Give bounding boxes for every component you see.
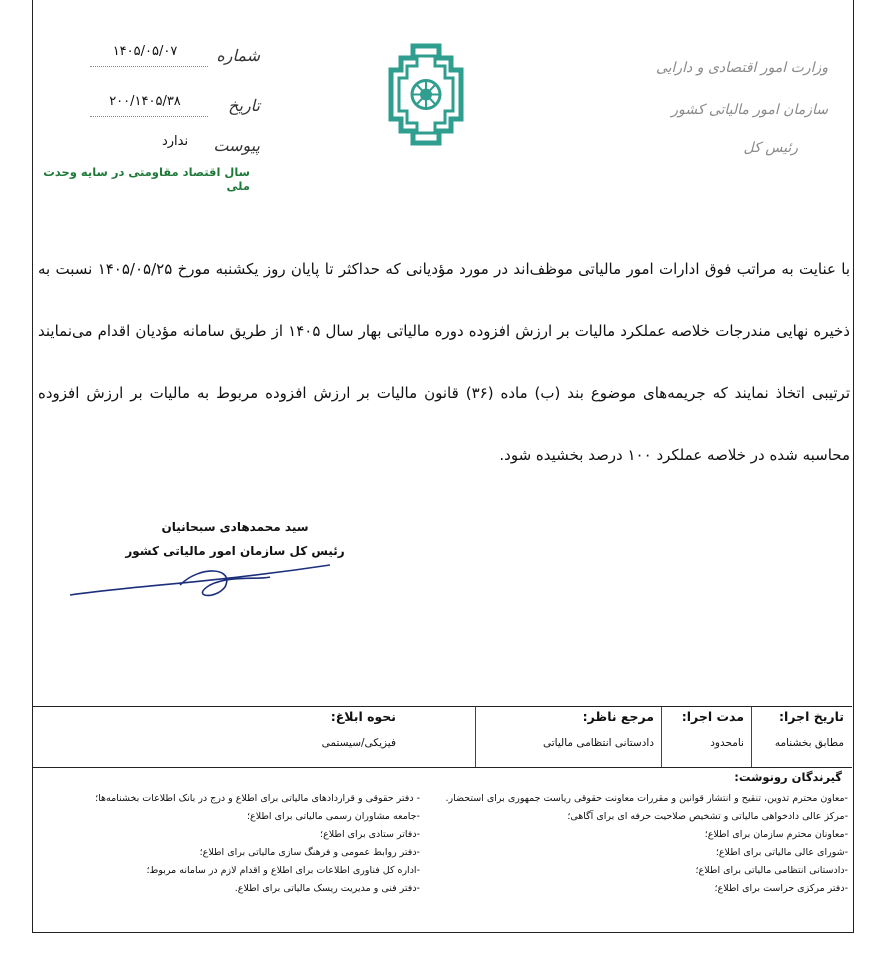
- duration-value: نامحدود: [710, 737, 744, 749]
- ministry-name: وزارت امور اقتصادی و دارایی: [655, 60, 828, 76]
- signer-title: رئیس کل سازمان امور مالیاتی کشور: [125, 544, 345, 558]
- list-item: -شورای عالی مالیاتی برای اطلاع؛: [715, 847, 848, 858]
- head-title: رئیس کل: [743, 140, 798, 156]
- execution-date-cell: [752, 707, 852, 767]
- number-row: [90, 44, 260, 68]
- execution-date-label: تاریخ اجرا:: [779, 709, 844, 724]
- list-item: - دفتر حقوقی و قراردادهای مالیاتی برای اطلاع و درج در بانک اطلاعات بخشنامه‌ها؛: [95, 793, 420, 804]
- attachment-row: [90, 134, 260, 158]
- list-item: -دفتر فنی و مدیریت ریسک مالیاتی برای اطلاع.: [234, 883, 420, 894]
- authority-value: دادستانی انتظامی مالیاتی: [542, 737, 654, 749]
- date-label: تاریخ: [228, 96, 260, 115]
- date-row: [90, 94, 260, 118]
- cc-list-right: [428, 790, 848, 898]
- list-item: -اداره کل فناوری اطلاعات برای اطلاع و اقدام لازم در سامانه مربوط؛: [146, 865, 420, 876]
- cc-title: گیرندگان رونوشت:: [734, 770, 842, 784]
- notify-label: نحوه ابلاغ:: [330, 709, 396, 724]
- notify-value: فیزیکی/سیستمی: [321, 737, 396, 749]
- list-item: -دفتر روابط عمومی و فرهنگ سازی مالیاتی برای اطلاع؛: [199, 847, 420, 858]
- year-slogan: سال اقتصاد مقاومتی در سایه وحدت ملی: [43, 165, 250, 193]
- letter-number: ۱۴۰۵/۰۵/۰۷: [112, 44, 178, 59]
- signer-name: سید محمدهادی سبحانیان: [161, 520, 309, 534]
- duration-label: مدت اجرا:: [681, 709, 744, 724]
- list-item: -دادستانی انتظامی مالیاتی برای اطلاع؛: [695, 865, 848, 876]
- organization-name: سازمان امور مالیاتی کشور: [671, 102, 828, 118]
- attachment-value: ندارد: [161, 134, 189, 149]
- list-item: -معاون محترم تدوین، تنقیح و انتشار قوانین و مقررات معاونت حقوقی ریاست جمهوری برای استحضار.: [445, 793, 848, 804]
- info-table: [33, 706, 852, 768]
- list-item: -دفاتر ستادی برای اطلاع؛: [320, 829, 420, 840]
- list-item: -دفتر مرکزی حراست برای اطلاع؛: [714, 883, 848, 894]
- handwritten-signature: [60, 555, 350, 605]
- duration-cell: [662, 707, 752, 767]
- list-item: -مرکز عالی دادخواهی مالیاتی و تشخیص صلاحیت حرفه ای برای آگاهی؛: [567, 811, 848, 822]
- cc-list-left: [40, 790, 420, 898]
- number-label: شماره: [216, 46, 260, 65]
- letter-body: با عنایت به مراتب فوق ادارات امور مالیاتی موظف‌اند در مورد مؤدیانی که حداکثر تا پایان روز یکشنبه مورخ ۱۴۰۵/۰۵/۲۵ نسبت به ذخیره نهایی مندرجات خلاصه عملکرد مالیات بر ارزش افزوده دوره مالیاتی بهار سال ۱۴۰۵ از طریق سامانه مؤدیان اقدام می‌نمایند ترتیبی اتخاذ نمایند که جریمه‌های موضوع بند (ب) ماده (۳۶) قانون مالیات بر ارزش افزوده مربوط به مالیات بر ارزش افزوده محاسبه شده در خلاصه عملکرد ۱۰۰ درصد بخشیده شود.: [38, 260, 851, 464]
- attachment-label: پیوست: [213, 136, 260, 155]
- authority-label: مرجع ناظر:: [582, 709, 654, 724]
- notify-cell: [33, 707, 476, 767]
- execution-date-value: مطابق بخشنامه: [774, 737, 844, 749]
- list-item: -معاونان محترم سازمان برای اطلاع؛: [704, 829, 848, 840]
- tax-organization-logo: [387, 42, 465, 147]
- list-item: -جامعه مشاوران رسمی مالیاتی برای اطلاع؛: [247, 811, 420, 822]
- letter-date: ۲۰۰/۱۴۰۵/۳۸: [109, 94, 181, 109]
- authority-cell: [476, 707, 662, 767]
